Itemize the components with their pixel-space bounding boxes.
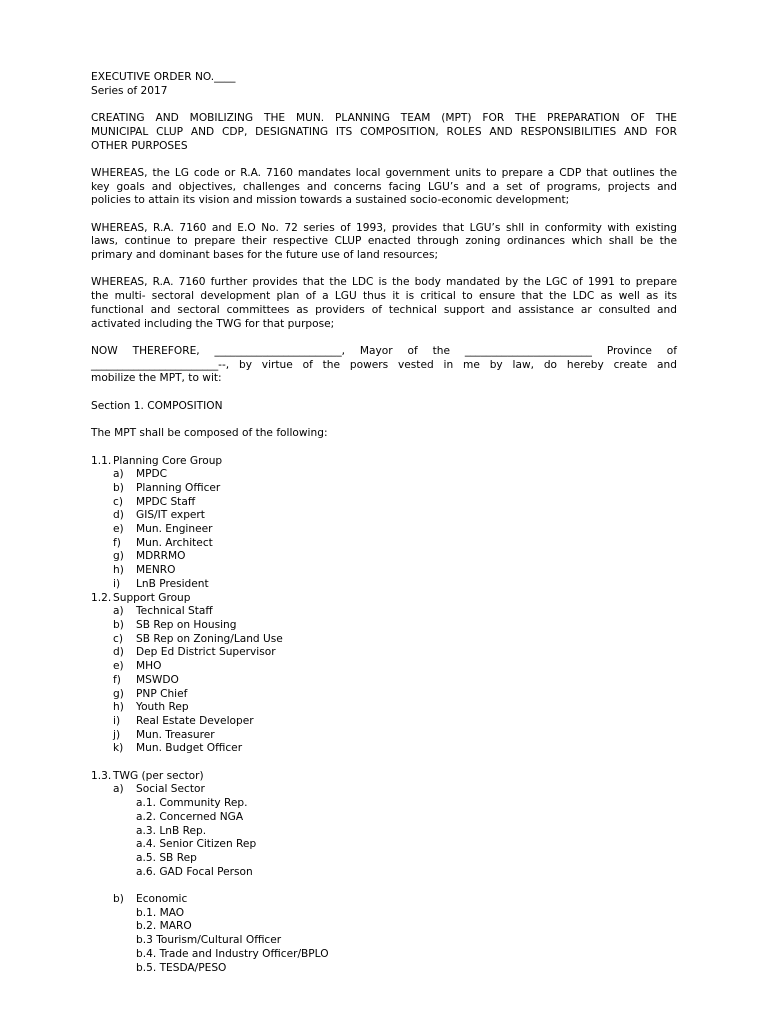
list-item: g) MDRRMO	[113, 550, 186, 563]
group-number: 1.1.	[91, 454, 112, 467]
sub-list-item: b.1. MAO	[136, 906, 185, 919]
list-item: e) MHO	[113, 660, 162, 673]
sub-list-item: a.4. Senior Citizen Rep	[136, 838, 257, 851]
list-item: h) MENRO	[113, 564, 176, 577]
title-line: CREATING AND MOBILIZING THE MUN. PLANNING TEAM (MPT) FOR THE PREPARATION OF THE	[91, 112, 677, 125]
list-item: c) MPDC Staff	[113, 495, 196, 508]
list-item: k) Mun. Budget Officer	[113, 742, 243, 755]
clause-line: the multi- sectoral development plan of a LGU thus it is critical to ensure that the LDC as well as its	[91, 290, 677, 303]
whereas-clause-1	[91, 167, 677, 208]
section-heading: Section 1. COMPOSITION	[91, 399, 223, 412]
whereas-clause-2	[91, 222, 677, 263]
clause-line: ________________________--, by virtue of the powers vested in me by law, do hereby create and	[91, 358, 677, 371]
document-page	[91, 71, 677, 975]
economic-sector	[91, 893, 677, 975]
list-item: a) MPDC	[113, 468, 168, 481]
planning-core-group	[91, 455, 677, 592]
list-item: b) Planning Officer	[113, 481, 221, 494]
clause-line: WHEREAS, R.A. 7160 and E.O No. 72 series of 1993, provides that LGU’s shll in conformity with existing	[91, 221, 677, 234]
list-item: f) Mun. Architect	[113, 536, 213, 549]
list-item: f) MSWDO	[113, 673, 179, 686]
support-group	[91, 592, 677, 756]
clause-line: primary and dominant bases for the future use of land resources;	[91, 249, 439, 262]
list-item: e) Mun. Engineer	[113, 523, 213, 536]
list-item: c) SB Rep on Zoning/Land Use	[113, 632, 283, 645]
composition-intro: The MPT shall be composed of the following:	[91, 427, 328, 440]
list-item: d) Dep Ed District Supervisor	[113, 646, 276, 659]
sub-list-item: b.2. MARO	[136, 920, 192, 933]
group-heading	[91, 592, 677, 606]
list-item: i) LnB President	[113, 577, 209, 590]
clause-line: policies to attain its vision and mission towards a sustained socio-economic development;	[91, 194, 570, 207]
clause-line: functional and sectoral committees as providers of technical support and assistance ar consulted and	[91, 303, 677, 316]
order-title	[91, 112, 677, 153]
list-item: h) Youth Rep	[113, 701, 189, 714]
clause-line: activated including the TWG for that purpose;	[91, 317, 335, 330]
clause-line: NOW THEREFORE, ________________________, Mayor of the ________________________ Province of	[91, 344, 677, 357]
clause-line: WHEREAS, the LG code or R.A. 7160 mandates local government units to prepare a CDP that outlines the	[91, 166, 677, 179]
title-line: OTHER PURPOSES	[91, 139, 188, 152]
title-line: MUNICIPAL CLUP AND CDP, DESIGNATING ITS COMPOSITION, ROLES AND RESPONSIBILITIES AND FOR	[91, 125, 677, 138]
list-item: i) Real Estate Developer	[113, 714, 254, 727]
sub-list-item: a.3. LnB Rep.	[136, 824, 207, 837]
twg-group	[91, 770, 677, 976]
sector-heading: a) Social Sector	[113, 783, 205, 796]
clause-line: key goals and objectives, challenges and concerns facing LGU’s and a set of programs, projects and	[91, 180, 677, 193]
clause-line: laws, continue to prepare their respective CLUP enacted through zoning ordinances which shall be the	[91, 235, 677, 248]
clause-line: WHEREAS, R.A. 7160 further provides that the LDC is the body mandated by the LGC of 1991 to prepare	[91, 276, 677, 289]
whereas-clause-3	[91, 276, 677, 331]
group-label: Support Group	[113, 591, 191, 604]
sub-list-item: a.5. SB Rep	[136, 851, 197, 864]
sub-list-item: a.6. GAD Focal Person	[136, 865, 253, 878]
group-heading	[91, 455, 677, 469]
sub-list-item: a.1. Community Rep.	[136, 797, 248, 810]
group-number: 1.3.	[91, 769, 112, 782]
group-number: 1.2.	[91, 591, 112, 604]
sub-list-item: b.3 Tourism/Cultural Officer	[136, 934, 282, 947]
list-item: g) PNP Chief	[113, 687, 188, 700]
sector-heading: b) Economic	[113, 893, 188, 906]
list-item: j) Mun. Treasurer	[113, 728, 215, 741]
social-sector	[91, 783, 677, 879]
list-item: a) Technical Staff	[113, 605, 213, 618]
now-therefore-clause	[91, 345, 677, 386]
group-heading	[91, 770, 677, 784]
list-item: b) SB Rep on Housing	[113, 619, 237, 631]
sub-list-item: b.5. TESDA/PESO	[136, 961, 227, 974]
group-label: TWG (per sector)	[113, 769, 204, 782]
series-year: Series of 2017	[91, 84, 168, 97]
sub-list-item: a.2. Concerned NGA	[136, 810, 244, 823]
clause-line: mobilize the MPT, to wit:	[91, 372, 222, 385]
sub-list-item: b.4. Trade and Industry Officer/BPLO	[136, 947, 329, 960]
list-item: d) GIS/IT expert	[113, 509, 205, 522]
group-label: Planning Core Group	[113, 454, 223, 467]
executive-order-number: EXECUTIVE ORDER NO.____	[91, 71, 236, 83]
